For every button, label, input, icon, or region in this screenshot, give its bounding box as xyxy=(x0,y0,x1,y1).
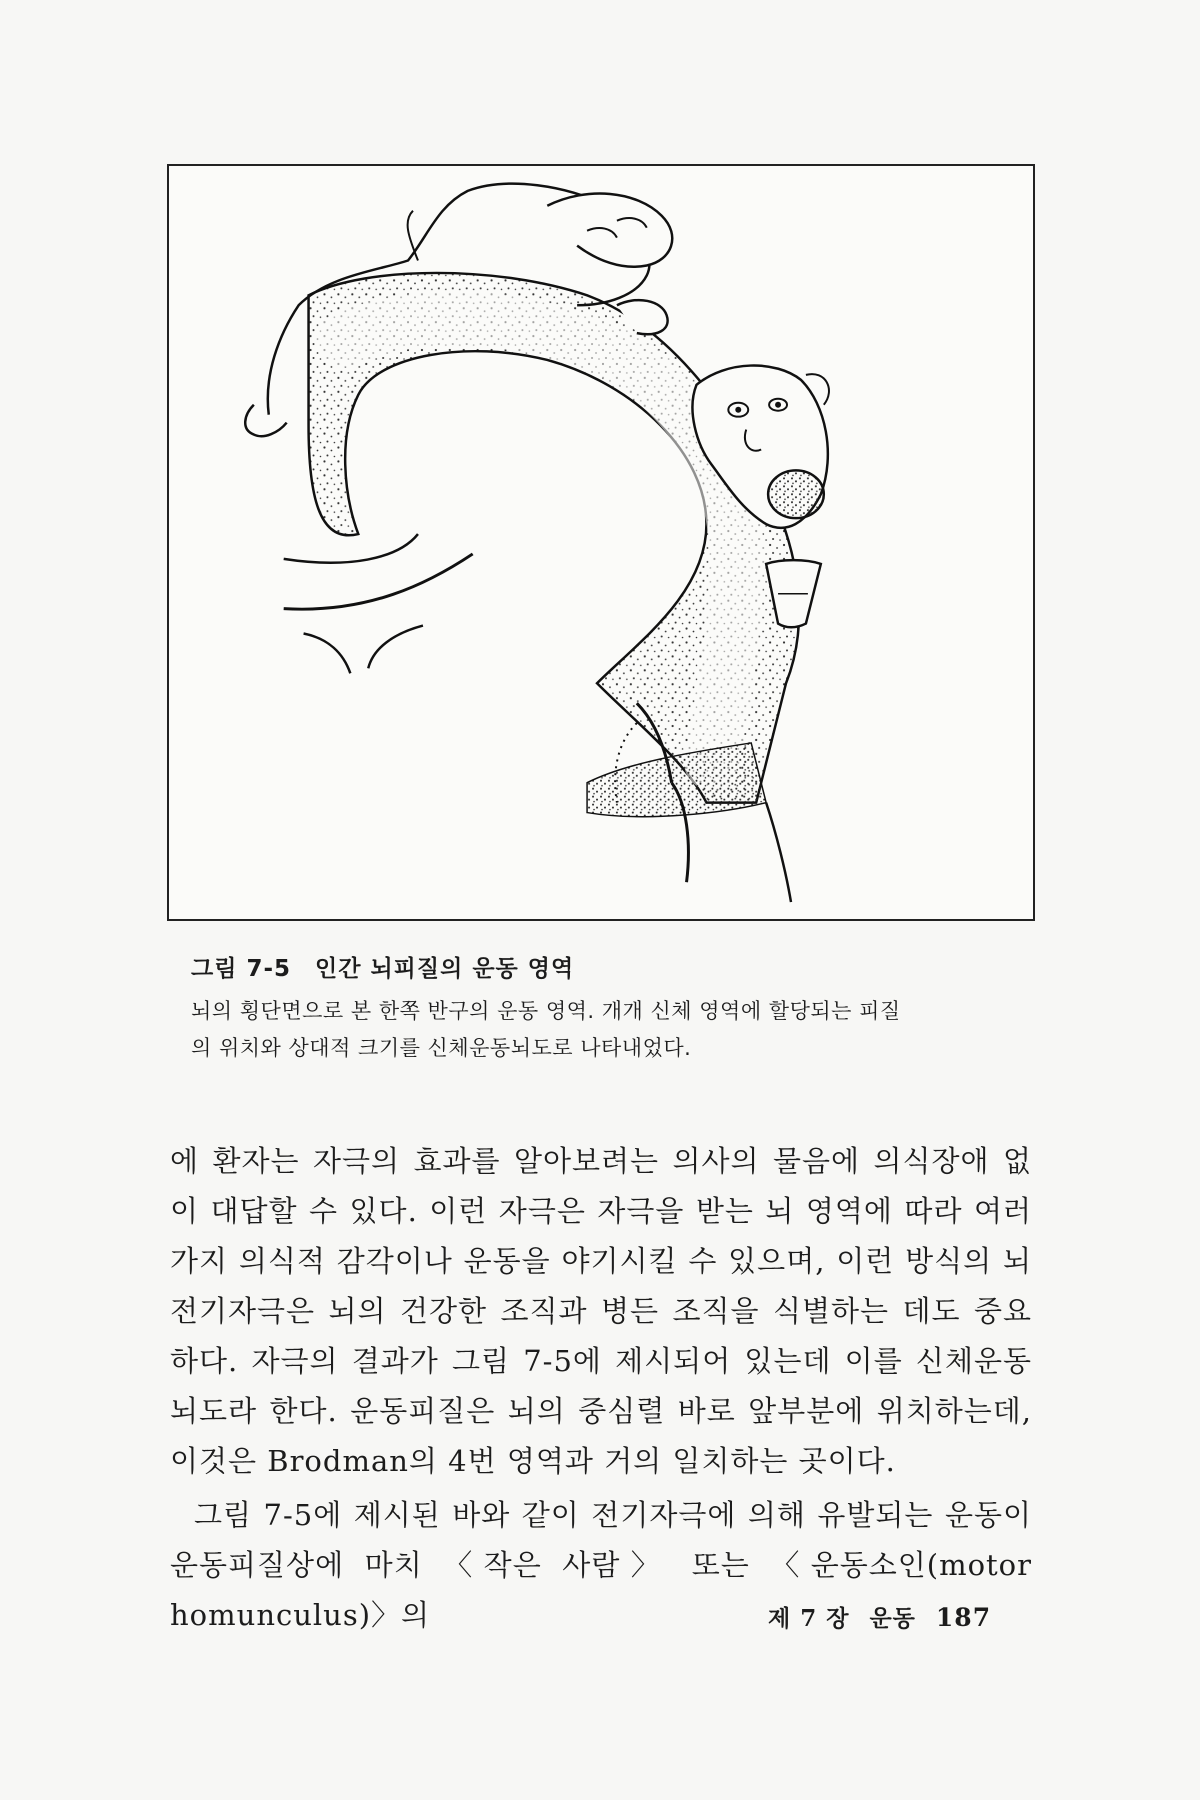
body-paragraph-1: 에 환자는 자극의 효과를 알아보려는 의사의 물음에 의식장애 없이 대답할 수 있다. 이런 자극은 자극을 받는 뇌 영역에 따라 여러 가지 의식적 감각이나 운동을 야기시킬 수 있으며, 이런 방식의 뇌 전기자극은 뇌의 건강한 조직과 병든 조직을 식별하는 데도 중요하다. 자극의 결과가 그림 7-5에 제시되어 있는데 이를 신체운동뇌도라 한다. 운동피질은 뇌의 중심렬 바로 앞부분에 위치하는데, 이것은 Brodman의 4번 영역과 거의 일치하는 곳이다. xyxy=(170,1144,1032,1478)
figure-caption xyxy=(191,950,1051,1067)
figure-frame xyxy=(167,164,1035,921)
body-paragraph-2: 그림 7-5에 제시된 바와 같이 전기자극에 의해 유발되는 운동이 운동피질상에 마치 〈작은 사람〉 또는 〈운동소인(motor homunculus)〉의 xyxy=(170,1498,1032,1632)
footer-section: 운동 xyxy=(869,1605,916,1632)
cortex-section xyxy=(309,273,800,817)
motor-homunculus-illustration xyxy=(169,166,1033,919)
figure-number: 그림 7-5 xyxy=(191,956,291,982)
ventricle-lines xyxy=(284,534,473,673)
figure-caption-line-2: 의 위치와 상대적 크기를 신체운동뇌도로 나타내었다. xyxy=(191,1036,692,1060)
figure-title: 인간 뇌피질의 운동 영역 xyxy=(315,956,575,982)
figure-caption-title xyxy=(191,950,1051,983)
body-text xyxy=(170,1136,1032,1640)
running-footer xyxy=(768,1600,991,1633)
footer-chapter: 제 7 장 xyxy=(768,1605,850,1632)
page-number: 187 xyxy=(935,1603,992,1632)
figure-caption-line-1: 뇌의 횡단면으로 본 한쪽 반구의 운동 영역. 개개 신체 영역에 할당되는 피질 xyxy=(191,999,901,1023)
